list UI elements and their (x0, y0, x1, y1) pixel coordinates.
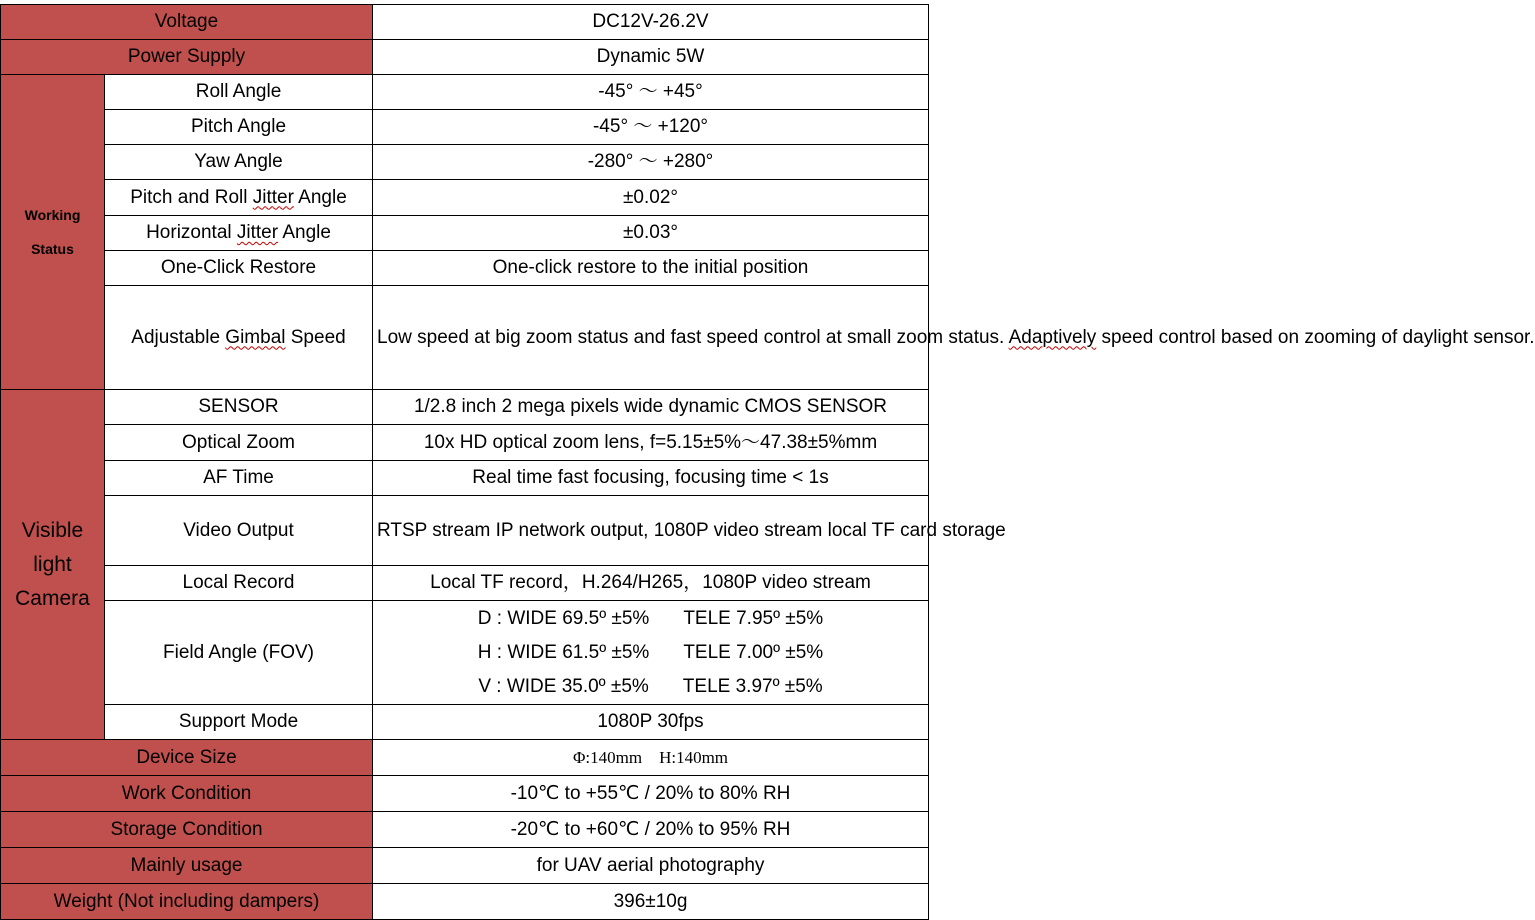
local-record-value: Local TF record，H.264/H265，1080P video stream (373, 566, 929, 601)
gimbal-speed-label-b: Gimbal (225, 326, 286, 348)
section-working-status-line2: Status (31, 241, 74, 257)
row-device-size (1, 740, 929, 776)
storage-condition-value: -20℃ to +60℃ / 20% to 95% RH (373, 812, 929, 848)
row-pitch-roll-jitter (1, 180, 929, 216)
device-size-label: Device Size (1, 740, 373, 776)
local-record-label: Local Record (105, 566, 373, 601)
h-jitter-label-a: Horizontal (146, 222, 237, 243)
row-weight (1, 884, 929, 920)
sensor-value: 1/2.8 inch 2 mega pixels wide dynamic CMOS SENSOR (373, 390, 929, 425)
fov-value (373, 601, 929, 705)
power-supply-label: Power Supply (1, 40, 373, 75)
gimbal-speed-label (105, 286, 373, 390)
row-work-condition (1, 776, 929, 812)
sensor-label: SENSOR (105, 390, 373, 425)
pr-jitter-label-b: Jitter (252, 186, 294, 208)
gimbal-speed-value (373, 286, 1535, 390)
row-roll-angle (1, 75, 929, 110)
row-horizontal-jitter (1, 216, 929, 251)
storage-condition-label: Storage Condition (1, 812, 373, 848)
pitch-roll-jitter-label (105, 180, 373, 216)
fov-h-wide: H : WIDE 61.5º ±5% (477, 641, 650, 663)
pitch-roll-jitter-value: ±0.02° (373, 180, 929, 216)
fov-h-line (377, 636, 924, 670)
gimbal-speed-value-c: speed control based on zooming of daylight sensor. (1096, 326, 1535, 348)
row-voltage (1, 5, 929, 40)
row-mainly-usage (1, 848, 929, 884)
fov-d-line (377, 602, 924, 636)
video-output-label: Video Output (105, 496, 373, 566)
work-condition-label: Work Condition (1, 776, 373, 812)
voltage-value: DC12V-26.2V (373, 5, 929, 40)
row-fov (1, 601, 929, 705)
pr-jitter-label-a: Pitch and Roll (130, 186, 253, 208)
section-visible-line1: Visible (21, 518, 84, 542)
horizontal-jitter-value: ±0.03° (373, 216, 929, 251)
video-output-value: RTSP stream IP network output, 1080P video stream local TF card storage (373, 496, 929, 566)
restore-value: One-click restore to the initial position (373, 251, 929, 286)
row-power-supply (1, 40, 929, 75)
h-jitter-label-b: Jitter (236, 222, 279, 243)
roll-angle-value: -45° ～ +45° (373, 75, 929, 110)
row-video-output (1, 496, 929, 566)
fov-v-line (377, 670, 924, 704)
weight-value: 396±10g (373, 884, 929, 920)
af-time-value: Real time fast focusing, focusing time < 1s (373, 461, 929, 496)
h-jitter-label-c: Angle (278, 222, 331, 243)
support-mode-value: 1080P 30fps (373, 705, 929, 740)
voltage-label: Voltage (1, 5, 373, 40)
mainly-usage-value: for UAV aerial photography (373, 848, 929, 884)
row-one-click-restore (1, 251, 929, 286)
optical-zoom-value: 10x HD optical zoom lens, f=5.15±5%～47.38±5%mm (373, 425, 929, 461)
section-visible-line2: light (33, 552, 72, 576)
section-working-status-line1: Working (24, 207, 81, 223)
fov-d-tele: TELE 7.95º ±5% (683, 607, 824, 629)
row-storage-condition (1, 812, 929, 848)
section-visible-light-camera (1, 390, 105, 740)
gimbal-speed-value-a: Low speed at big zoom status and fast speed control at small zoom status. (377, 326, 1009, 348)
pitch-angle-label: Pitch Angle (105, 110, 373, 145)
pr-jitter-label-c: Angle (293, 186, 347, 208)
row-af-time (1, 461, 929, 496)
power-supply-value: Dynamic 5W (373, 40, 929, 75)
pitch-angle-value: -45° ～ +120° (373, 110, 929, 145)
row-optical-zoom (1, 425, 929, 461)
optical-zoom-label: Optical Zoom (105, 425, 373, 461)
roll-angle-label: Roll Angle (105, 75, 373, 110)
horizontal-jitter-label (105, 216, 373, 251)
gimbal-speed-label-a: Adjustable (131, 326, 226, 348)
section-working-status (1, 75, 105, 390)
fov-v-wide: V : WIDE 35.0º ±5% (478, 675, 649, 697)
fov-label: Field Angle (FOV) (105, 601, 373, 705)
support-mode-label: Support Mode (105, 705, 373, 740)
section-visible-line3: Camera (15, 586, 90, 610)
row-local-record (1, 566, 929, 601)
fov-v-tele: TELE 3.97º ±5% (682, 675, 823, 697)
yaw-angle-label: Yaw Angle (105, 145, 373, 180)
row-support-mode (1, 705, 929, 740)
device-size-value: Φ:140mm H:140mm (373, 740, 929, 776)
gimbal-speed-value-b: Adaptively (1008, 326, 1097, 348)
fov-h-tele: TELE 7.00º ±5% (683, 641, 824, 663)
row-sensor (1, 390, 929, 425)
spec-table (0, 4, 1535, 920)
row-yaw-angle (1, 145, 929, 180)
gimbal-speed-label-c: Speed (285, 326, 346, 348)
restore-label: One-Click Restore (105, 251, 373, 286)
row-pitch-angle (1, 110, 929, 145)
row-gimbal-speed (1, 286, 929, 390)
work-condition-value: -10℃ to +55℃ / 20% to 80% RH (373, 776, 929, 812)
yaw-angle-value: -280° ～ +280° (373, 145, 929, 180)
fov-d-wide: D : WIDE 69.5º ±5% (477, 607, 650, 629)
mainly-usage-label: Mainly usage (1, 848, 373, 884)
weight-label: Weight (Not including dampers) (1, 884, 373, 920)
af-time-label: AF Time (105, 461, 373, 496)
